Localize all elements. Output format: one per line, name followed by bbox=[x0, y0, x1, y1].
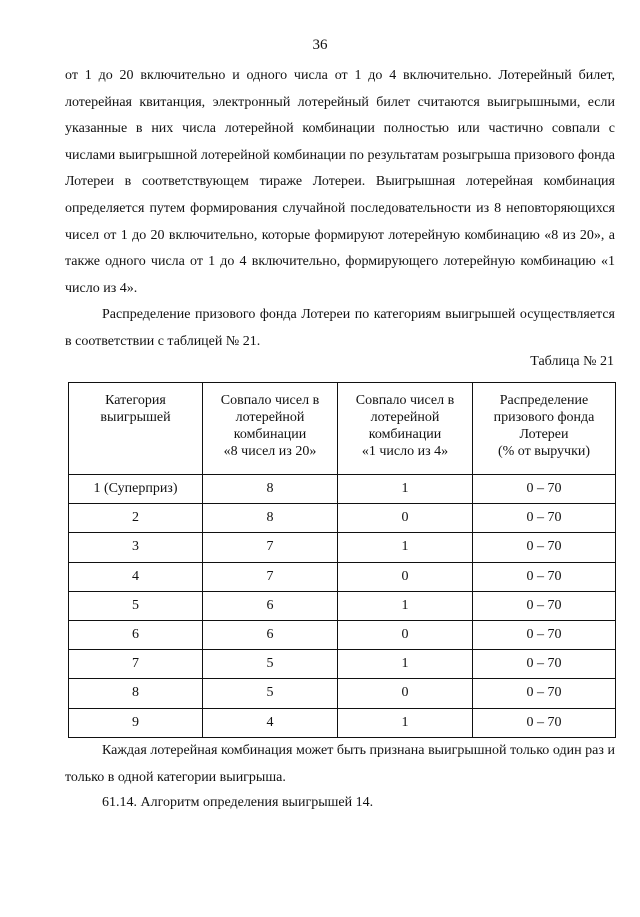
page-number: 36 bbox=[312, 37, 328, 53]
table-row bbox=[69, 475, 616, 504]
cell-distribution: 0 – 70 bbox=[473, 708, 616, 737]
paragraph-lottery-combination: от 1 до 20 включительно и одного числа от 1 до 4 включительно. Лотерейный билет, лотерейная квитанция, электронный лотерейный билет считаются выигрышными, если указанные в них числа лотерейной комбинации полностью или частично совпали с числами выигрышной лотерейной комбинации по результатам розыгрыша призового фонда Лотереи в соответствующем тираже Лотереи. Выигрышная лотерейная комбинация определяется путем формирования случайной последовательности из 8 неповторяющихся чисел от 1 до 20 включительно, которые формируют лотерейную комбинацию «8 из 20», а также одного числа от 1 до 4 включительно, формирующего лотерейную комбинацию «1 число из 4». bbox=[65, 68, 615, 296]
cell-distribution: 0 – 70 bbox=[473, 620, 616, 649]
cell-distribution: 0 – 70 bbox=[473, 679, 616, 708]
header-matches-1-of-4: Совпало чисел в лотерейной комбинации «1 число из 4» bbox=[338, 383, 473, 475]
cell-category: 4 bbox=[69, 562, 203, 591]
cell-category: 8 bbox=[69, 679, 203, 708]
cell-category: 5 bbox=[69, 591, 203, 620]
table-row bbox=[69, 562, 616, 591]
cell-distribution: 0 – 70 bbox=[473, 533, 616, 562]
header-matches-8-of-20: Совпало чисел в лотерейной комбинации «8 чисел из 20» bbox=[203, 383, 338, 475]
table-row bbox=[69, 708, 616, 737]
cell-matches-1-of-4: 1 bbox=[338, 475, 473, 504]
cell-category: 3 bbox=[69, 533, 203, 562]
cell-matches-1-of-4: 0 bbox=[338, 679, 473, 708]
table-row bbox=[69, 679, 616, 708]
cell-matches-8-of-20: 8 bbox=[203, 504, 338, 533]
section-heading-61-14: 61.14. Алгоритм определения выигрышей 14. bbox=[102, 795, 374, 810]
cell-distribution: 0 – 70 bbox=[473, 591, 616, 620]
cell-category: 1 (Суперприз) bbox=[69, 475, 203, 504]
table-row bbox=[69, 504, 616, 533]
cell-matches-8-of-20: 7 bbox=[203, 562, 338, 591]
cell-matches-1-of-4: 1 bbox=[338, 650, 473, 679]
cell-matches-1-of-4: 0 bbox=[338, 562, 473, 591]
header-category: Категория выигрышей bbox=[69, 383, 203, 475]
table-row bbox=[69, 533, 616, 562]
cell-category: 2 bbox=[69, 504, 203, 533]
header-prize-fund-distribution: Распределение призового фонда Лотереи (% от выручки) bbox=[473, 383, 616, 475]
cell-matches-1-of-4: 1 bbox=[338, 533, 473, 562]
cell-category: 6 bbox=[69, 620, 203, 649]
cell-matches-1-of-4: 0 bbox=[338, 504, 473, 533]
prize-distribution-table bbox=[68, 382, 616, 738]
cell-distribution: 0 – 70 bbox=[473, 475, 616, 504]
cell-category: 9 bbox=[69, 708, 203, 737]
table-row bbox=[69, 591, 616, 620]
table-row bbox=[69, 650, 616, 679]
cell-matches-8-of-20: 5 bbox=[203, 650, 338, 679]
cell-matches-8-of-20: 5 bbox=[203, 679, 338, 708]
cell-category: 7 bbox=[69, 650, 203, 679]
cell-matches-8-of-20: 8 bbox=[203, 475, 338, 504]
cell-matches-8-of-20: 6 bbox=[203, 620, 338, 649]
table-row bbox=[69, 620, 616, 649]
cell-matches-8-of-20: 6 bbox=[203, 591, 338, 620]
cell-distribution: 0 – 70 bbox=[473, 504, 616, 533]
cell-matches-1-of-4: 1 bbox=[338, 591, 473, 620]
cell-matches-1-of-4: 0 bbox=[338, 620, 473, 649]
cell-distribution: 0 – 70 bbox=[473, 562, 616, 591]
cell-matches-1-of-4: 1 bbox=[338, 708, 473, 737]
table-header-row bbox=[69, 383, 616, 475]
cell-matches-8-of-20: 7 bbox=[203, 533, 338, 562]
cell-matches-8-of-20: 4 bbox=[203, 708, 338, 737]
table-caption: Таблица № 21 bbox=[530, 354, 614, 369]
paragraph-single-win-rule: Каждая лотерейная комбинация может быть признана выигрышной только один раз и только в одной категории выигрыша. bbox=[65, 743, 615, 785]
cell-distribution: 0 – 70 bbox=[473, 650, 616, 679]
paragraph-prize-distribution-intro: Распределение призового фонда Лотереи по категориям выигрышей осуществляется в соответствии с таблицей № 21. bbox=[65, 307, 615, 349]
